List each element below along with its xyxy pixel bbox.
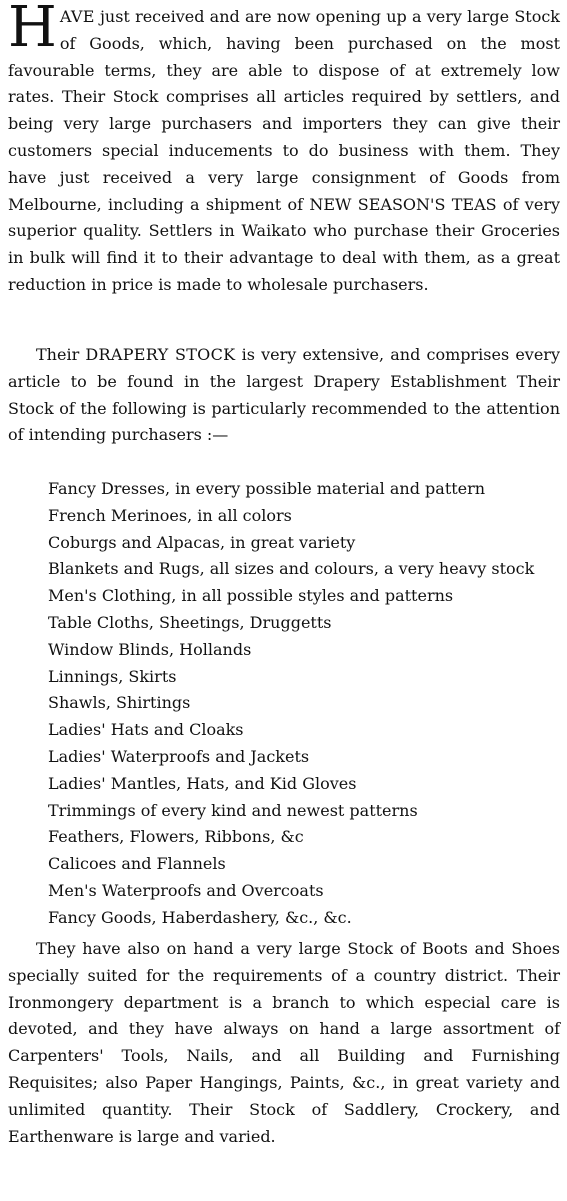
intro-text: just received and are now opening up a very large Stock of Goods, which, having been purchased on the most favourable terms, they are able to dispose of at extremely low rates. Their Stock comprises all articles required by settlers, and being very large purchasers and importers they can give their customers special inducements to do business with them. They have just received a very large consignment of Goods from Melbourne, including a shipment of NEW SEASON'S TEAS of very superior quality. Settlers in Waikato who purchase their Groceries in bulk will find it to their advantage to deal with them, as a great reduction in price is made to wholesale purchasers. [8,7,560,294]
list-item: Ladies' Hats and Cloaks [48,720,244,740]
list-item: Table Cloths, Sheetings, Druggetts [48,612,332,632]
list-item: Ladies' Waterproofs and Jackets [48,746,310,766]
drapery-text: is very extensive, and comprises every article to be found in the largest Drapery Establishment Their Stock of the following is particularly recommended to the attention of intending purchasers :— [8,345,560,445]
list-item: Ladies' Mantles, Hats, and Kid Gloves [48,773,357,793]
list-item: Men's Clothing, in all possible styles and patterns [48,586,454,606]
list-item: French Merinoes, in all colors [48,505,292,525]
list-item: Feathers, Flowers, Ribbons, &c [48,827,304,847]
list-item: Window Blinds, Hollands [48,639,252,659]
list-item: Calicoes and Flannels [48,854,226,874]
list-item: Trimmings of every kind and newest patterns [48,800,418,820]
list-item: Fancy Goods, Haberdashery, &c., &c. [48,907,352,927]
drapery-lead: Their [36,345,86,364]
stock-list [48,476,560,932]
list-item: Coburgs and Alpacas, in great variety [48,532,356,552]
intro-paragraph [8,0,560,299]
list-item: Shawls, Shirtings [48,693,191,713]
list-item: Men's Waterproofs and Overcoats [48,880,324,900]
closing-paragraph: They have also on hand a very large Stock of Boots and Shoes specially suited for the requirements of a country district. Their Ironmongery department is a branch to which especial care is devoted, and they have always on hand a large assortment of Carpenters' Tools, Nails, and all Building and Furnishing Requisites; also Paper Hangings, Paints, &c., in great variety and unlimited quantity. Their Stock of Saddlery, Crockery, and Earthenware is large and varied. [8,939,560,1146]
drop-cap: H [8,0,57,60]
list-item: Linnings, Skirts [48,666,177,686]
list-item: Blankets and Rugs, all sizes and colours, a very heavy stock [48,559,535,579]
drapery-paragraph [8,342,560,449]
list-item: Fancy Dresses, in every possible material and pattern [48,479,486,498]
drapery-caps: DRAPERY STOCK [85,345,236,364]
intro-cap-word: AVE [59,7,95,26]
